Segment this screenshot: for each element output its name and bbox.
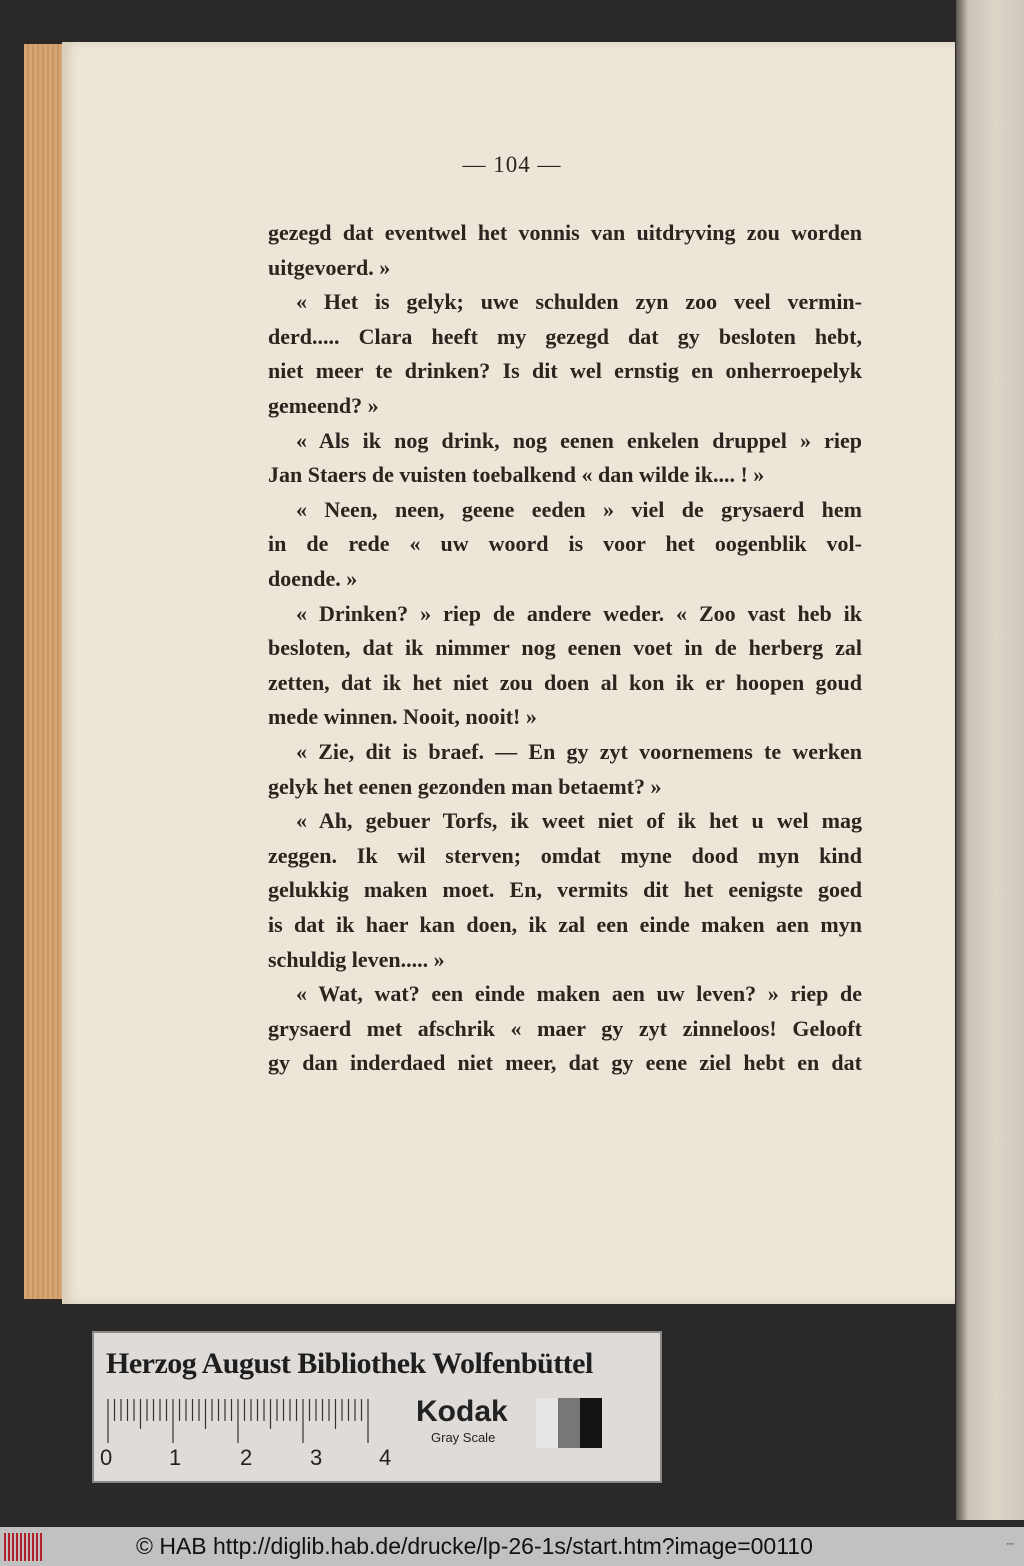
text-line: « Zie, dit is braef. — En gy zyt voornemens te werken	[296, 739, 862, 764]
ruler-number: 2	[240, 1445, 253, 1470]
next-page-edge	[956, 0, 1024, 1520]
text-line: « Drinken? » riep de andere weder. « Zoo vast heb ik	[296, 600, 862, 626]
text-line: derd..... Clara heeft my gezegd dat gy besloten hebt,	[268, 323, 862, 349]
text-line: uitgevoerd. »	[268, 254, 391, 280]
color-scale-card	[92, 1331, 662, 1483]
page-number: — 104 —	[462, 152, 562, 177]
gray-swatch-black	[580, 1398, 602, 1448]
text-line: « Het is gelyk; uwe schulden zyn zoo veel vermin-	[296, 289, 862, 315]
text-line: mede winnen. Nooit, nooit! »	[268, 704, 537, 730]
ruler	[106, 1399, 371, 1445]
text-line: niet meer te drinken? Is dit wel ernstig en onherroepelyk	[268, 358, 862, 384]
gray-scale-label: Gray Scale	[431, 1430, 496, 1445]
text-line: gemeend? »	[268, 393, 379, 418]
text-line: is dat ik haer kan doen, ik zal een einde maken aen myn	[268, 912, 862, 937]
text-line: doende. »	[268, 566, 358, 591]
ruler-number: 1	[169, 1445, 182, 1470]
text-line: « Wat, wat? een einde maken aen uw leven? » riep de	[296, 981, 862, 1007]
text-line: in de rede « uw woord is voor het oogenblik vol-	[268, 531, 862, 557]
footer-bar	[0, 1527, 1024, 1566]
copyright-url[interactable]: © HAB http://diglib.hab.de/drucke/lp-26-1s/start.htm?image=00110	[136, 1533, 813, 1559]
text-line: « Neen, neen, geene eeden » viel de grysaerd hem	[296, 496, 862, 522]
text-line: « Als ik nog drink, nog eenen enkelen druppel » riep	[296, 427, 862, 453]
text-line: zetten, dat ik het niet zou doen al kon ik er hoopen goud	[268, 669, 862, 695]
library-name: Herzog August Bibliothek Wolfenbüttel	[106, 1347, 593, 1380]
text-line: schuldig leven..... »	[268, 946, 445, 972]
ruler-number: 4	[379, 1445, 392, 1470]
page-edges	[24, 44, 64, 1299]
footer-mark: ▪▪▪	[1006, 1541, 1014, 1548]
kodak-logo: Kodak	[416, 1395, 508, 1428]
text-line: zeggen. Ik wil sterven; omdat myne dood myn kind	[268, 842, 862, 868]
ruler-number: 0	[100, 1445, 113, 1470]
gray-swatch-mid	[558, 1398, 580, 1448]
gray-swatch-white	[536, 1398, 558, 1448]
text-line: « Ah, gebuer Torfs, ik weet niet of ik het u wel mag	[296, 808, 862, 834]
text-line: Jan Staers de vuisten toebalkend « dan wilde ik.... ! »	[268, 462, 765, 488]
text-line: gelukkig maken moet. En, vermits dit het eenigste goed	[268, 877, 862, 903]
text-line: grysaerd met afschrik « maer gy zyt zinneloos! Gelooft	[268, 1015, 862, 1041]
text-line: gy dan inderdaed niet meer, dat gy eene ziel hebt en dat	[268, 1050, 862, 1076]
text-line: gelyk het eenen gezonden man betaemt? »	[268, 773, 662, 799]
text-line: gezegd dat eventwel het vonnis van uitdryving zou worden	[268, 220, 862, 245]
ruler-number: 3	[310, 1445, 323, 1470]
hab-logo-icon	[4, 1533, 42, 1561]
text-line: besloten, dat ik nimmer nog eenen voet in de herberg zal	[268, 635, 862, 661]
